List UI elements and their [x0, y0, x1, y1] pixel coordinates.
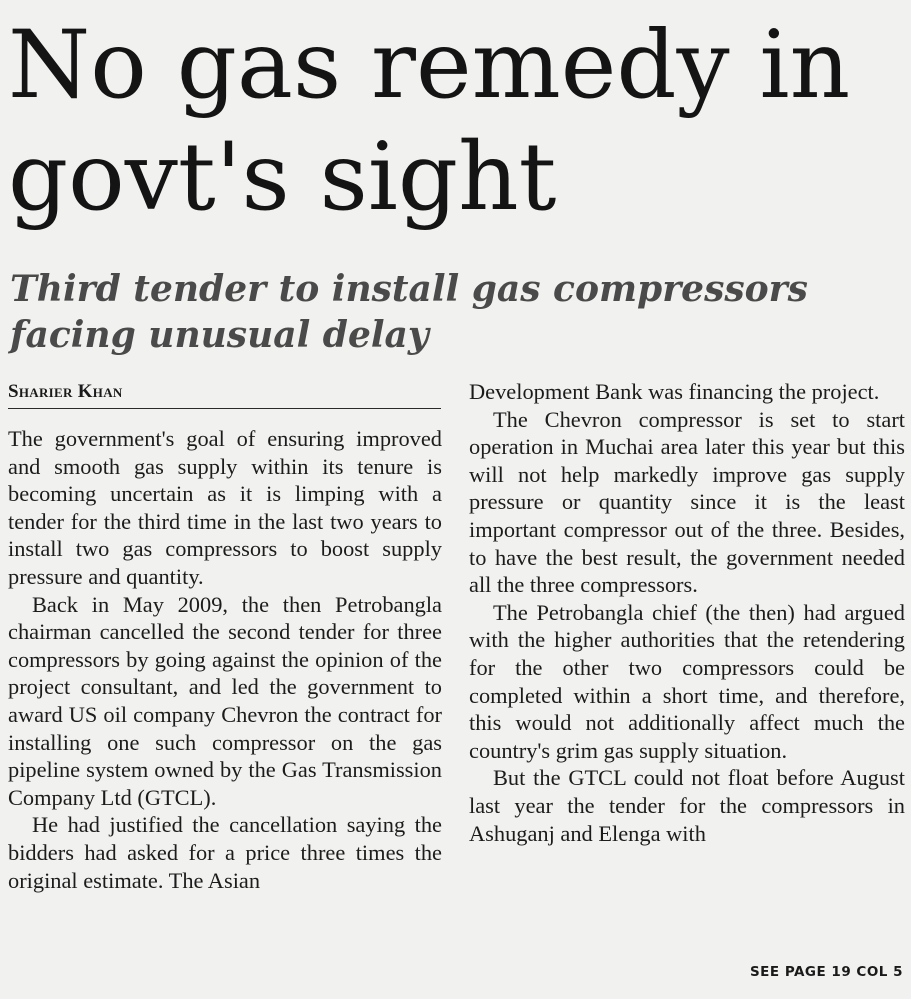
paragraph: But the GTCL could not float before August last year the tender for the compressors in Ashuganj and Elenga with [469, 765, 905, 846]
article-column-left [8, 425, 442, 894]
headline [8, 10, 903, 234]
headline-line-1: No gas remedy in [8, 11, 851, 120]
paragraph: Back in May 2009, the then Petrobangla chairman cancelled the second tender for three compressors by going against the opinion of the project consultant, and led the government to award US oil company Chevron the contract for installing one such compressor on the gas pipeline system owned by the Gas Transmission Company Ltd (GTCL). [8, 591, 442, 810]
paragraph: The government's goal of ensuring improved and smooth gas supply within its tenure is becoming uncertain as it is limping with a tender for the third time in the last two years to install two gas compressors to boost supply pressure and quantity. [8, 426, 442, 589]
continued-on-page-label: SEE PAGE 19 COL 5 [749, 964, 903, 980]
article-column-right [469, 378, 905, 847]
author-name: Sharier Khan [8, 381, 123, 402]
subheadline-line-1: Third tender to install gas compressors [10, 268, 808, 310]
paragraph: Development Bank was financing the project. [469, 379, 880, 404]
paragraph: The Chevron compressor is set to start operation in Muchai area later this year but this will not help markedly improve gas supply pressure or quantity since it is the least important compressor out of the three. Besides, to have the best result, the government needed all the three compressors. [469, 406, 905, 598]
paragraph: He had justified the cancellation saying the bidders had asked for a price three times the original estimate. The Asian [8, 812, 442, 893]
paragraph: The Petrobangla chief (the then) had argued with the higher authorities that the retendering for the other two compressors could be completed within a short time, and therefore, this would not additionally affect much the country's grim gas supply situation. [469, 599, 905, 763]
headline-line-2: govt's sight [8, 123, 557, 232]
subheadline [10, 266, 890, 358]
byline [8, 381, 441, 409]
subheadline-line-2: facing unusual delay [10, 314, 429, 356]
